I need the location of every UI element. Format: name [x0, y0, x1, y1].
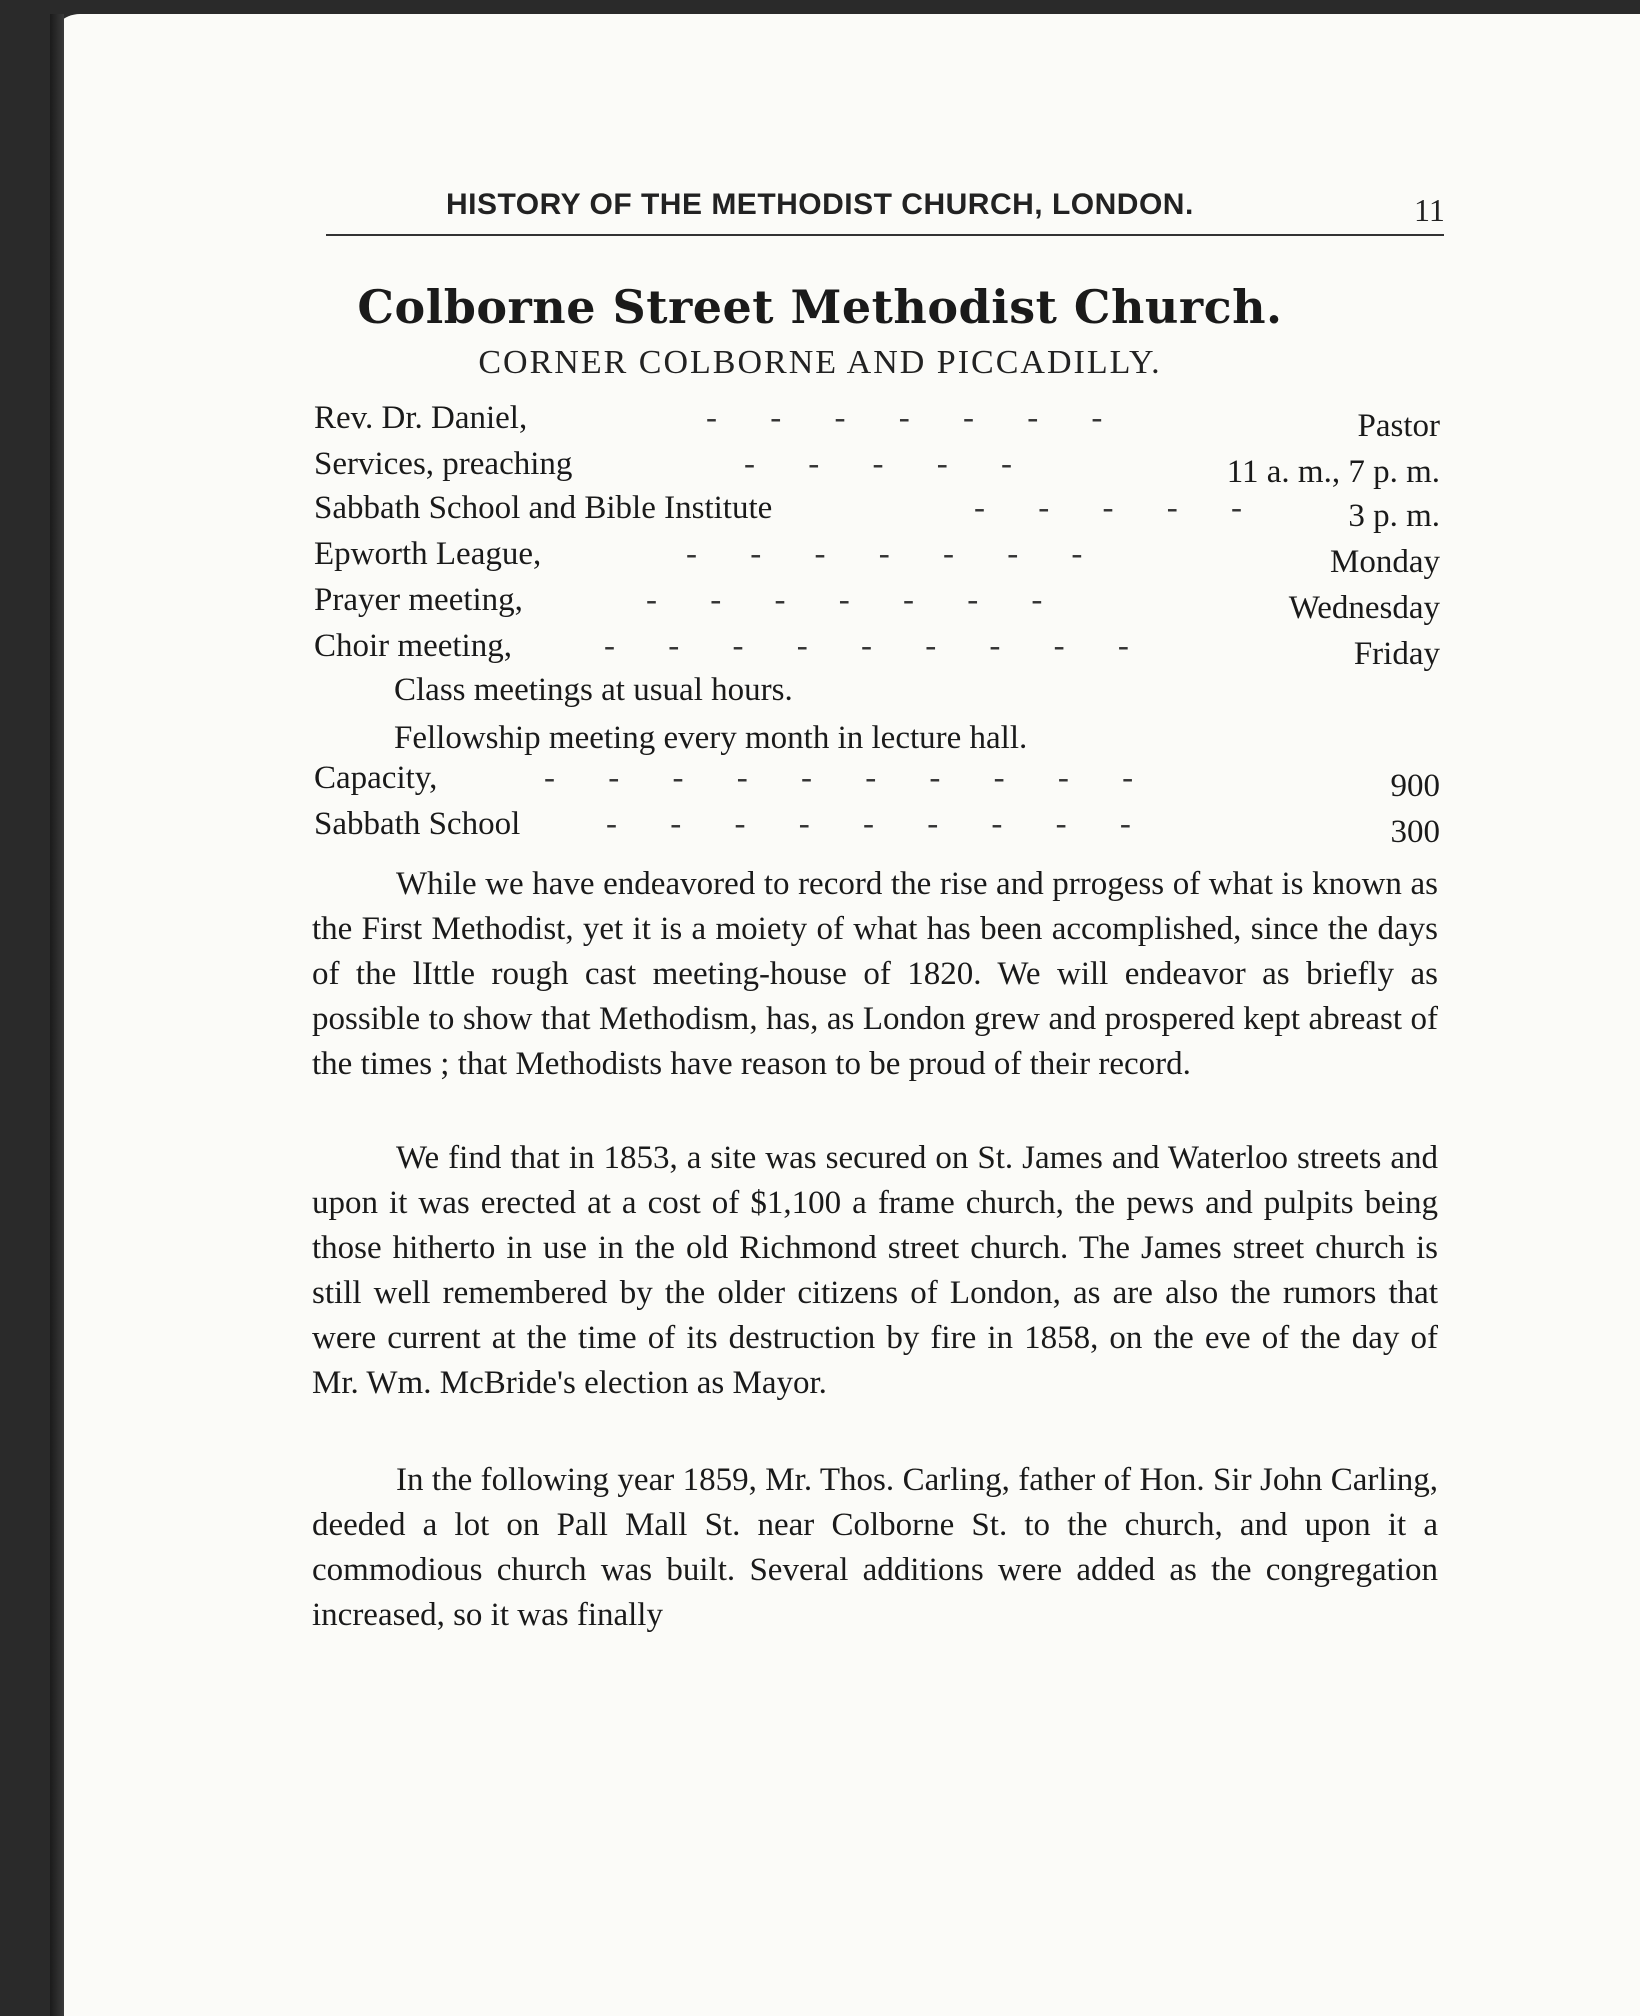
entry-row [314, 490, 1440, 534]
entry-row [314, 400, 1440, 444]
body-paragraph: While we have endeavored to record the rise and prrogess of what is known as the First Methodist, yet it is a moiety of what has been accomplished, since the days of the lIttle rough cast meeting-house of 1820. We will endeavor as briefly as possible to show that Methodism, has, as London grew and prospered kept abreast of the times ; that Methodists have reason to be proud of their record. [312, 866, 1438, 1082]
stat-label: Capacity, [314, 760, 438, 796]
entry-row [314, 536, 1440, 580]
stat-value: 300 [1390, 814, 1440, 850]
header-rule [326, 234, 1444, 236]
leader-dots: - - - - - [974, 490, 1244, 526]
entry-label: Prayer meeting, [314, 582, 523, 618]
entry-value: Monday [1330, 544, 1440, 580]
entry-row [314, 582, 1440, 626]
stat-value: 900 [1390, 768, 1440, 804]
entry-value: 3 p. m. [1348, 498, 1440, 534]
leader-dots: - - - - - - - - - - [544, 760, 1136, 796]
leader-dots: - - - - - - - - - [606, 806, 1133, 842]
entry-label: Sabbath School and Bible Institute [314, 490, 773, 526]
entry-label: Rev. Dr. Daniel, [314, 400, 528, 436]
entry-label: Choir meeting, [314, 628, 512, 664]
stat-row [314, 806, 1440, 850]
entry-row [314, 446, 1440, 490]
leader-dots: - - - - - - - [646, 582, 1045, 618]
entry-value: Pastor [1357, 408, 1440, 444]
page-number: 11 [1414, 192, 1445, 228]
running-header: HISTORY OF THE METHODIST CHURCH, LONDON. [446, 188, 1194, 221]
entry-value: Friday [1353, 636, 1440, 672]
body-paragraph: We find that in 1853, a site was secured on St. James and Waterloo streets and upon it was erected at a cost of $1,100 a frame church, the pews and pulpits being those hitherto in use in the old Richmond street church. The James street church is still well remembered by the older citizens of London, as are also the rumors that were current at the time of its destruction by fire in 1858, on the eve of the day of Mr. Wm. McBride's election as Mayor. [312, 1140, 1438, 1401]
leader-dots: - - - - - - - - - [604, 628, 1131, 664]
entry-value: Wednesday [1288, 590, 1440, 626]
page-title: Colborne Street Methodist Church. [357, 280, 1283, 334]
stat-label: Sabbath School [314, 806, 521, 842]
leader-dots: - - - - - - - [686, 536, 1085, 572]
stat-row [314, 760, 1440, 804]
note-line: Class meetings at usual hours. [394, 672, 793, 708]
entry-row [314, 628, 1440, 672]
page-subtitle: CORNER COLBORNE AND PICCADILLY. [478, 344, 1162, 381]
leader-dots: - - - - - [744, 446, 1014, 482]
note-line: Fellowship meeting every month in lecture hall. [394, 720, 1028, 756]
body-paragraph: In the following year 1859, Mr. Thos. Carling, father of Hon. Sir John Carling, deeded a lot on Pall Mall St. near Colborne St. to the church, and upon it a commodious church was built. Several additions were added as the congregation increased, so it was finally [312, 1462, 1438, 1633]
leader-dots: - - - - - - - [706, 400, 1105, 436]
entry-label: Epworth League, [314, 536, 542, 572]
entry-value: 11 a. m., 7 p. m. [1226, 454, 1440, 490]
entry-label: Services, preaching [314, 446, 573, 482]
